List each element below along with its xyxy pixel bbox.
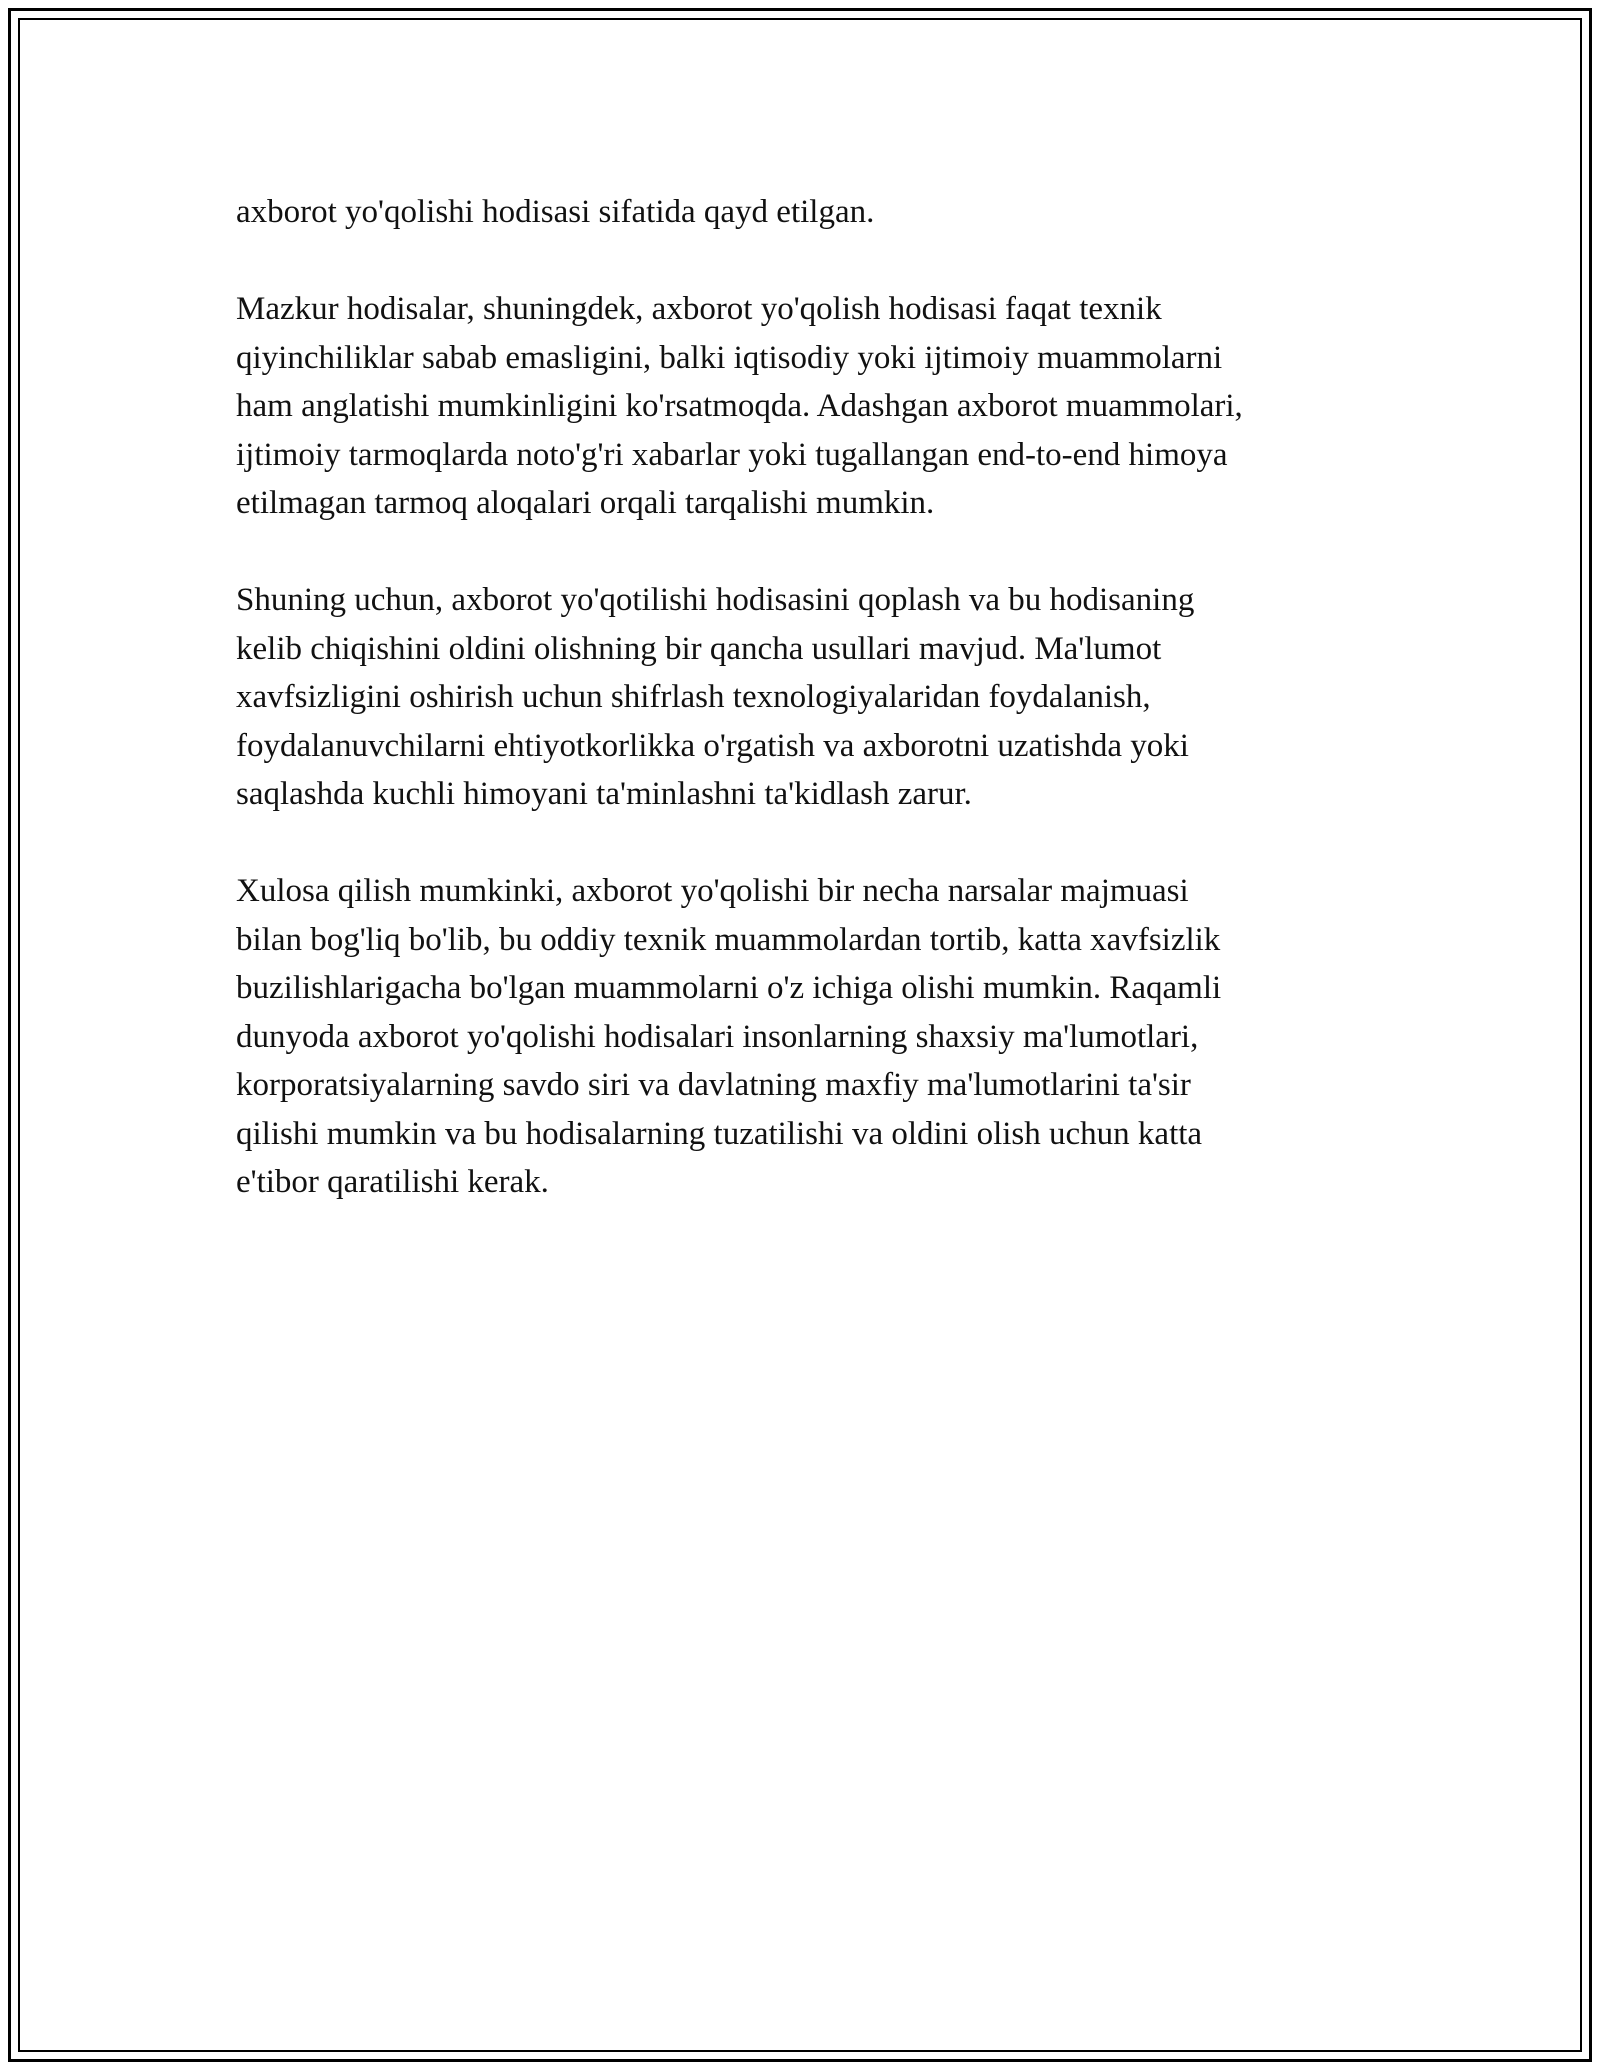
text-line: axborot yo'qolishi hodisasi sifatida qayd etilgan. xyxy=(236,194,875,230)
text-line: saqlashda kuchli himoyani ta'minlashni ta'kidlash zarur. xyxy=(236,776,972,812)
paragraph-1 xyxy=(236,188,1366,237)
document-body xyxy=(236,188,1366,1255)
text-line: e'tibor qaratilishi kerak. xyxy=(236,1164,549,1200)
text-line: etilmagan tarmoq aloqalari orqali tarqalishi mumkin. xyxy=(236,485,935,521)
text-line: dunyoda axborot yo'qolishi hodisalari insonlarning shaxsiy ma'lumotlari, xyxy=(236,1018,1199,1055)
text-line: xavfsizligini oshirish uchun shifrlash texnologiyalaridan foydalanish, xyxy=(236,679,1151,715)
paragraph-3 xyxy=(236,576,1366,819)
text-line: qiyinchiliklar sabab emasligini, balki iqtisodiy yoki ijtimoiy muammolarni xyxy=(236,339,1223,376)
text-line: ham anglatishi mumkinligini ko'rsatmoqda. Adashgan axborot muammolari, xyxy=(236,388,1243,424)
text-line: bilan bog'liq bo'lib, bu oddiy texnik muammolardan tortib, katta xavfsizlik xyxy=(236,921,1221,958)
paragraph-4 xyxy=(236,867,1366,1207)
text-line: qilishi mumkin va bu hodisalarning tuzatilishi va oldini olish uchun katta xyxy=(236,1115,1203,1152)
text-line: korporatsiyalarning savdo siri va davlatning maxfiy ma'lumotlarini ta'sir xyxy=(236,1067,1191,1103)
text-line: Xulosa qilish mumkinki, axborot yo'qolishi bir necha narsalar majmuasi xyxy=(236,873,1189,909)
text-line: Mazkur hodisalar, shuningdek, axborot yo'qolish hodisasi faqat texnik xyxy=(236,291,1162,327)
text-line: foydalanuvchilarni ehtiyotkorlikka o'rgatish va axborotni uzatishda yoki xyxy=(236,727,1189,764)
paragraph-2 xyxy=(236,285,1366,528)
text-line: buzilishlarigacha bo'lgan muammolarni o'z ichiga olishi mumkin. Raqamli xyxy=(236,970,1222,1006)
text-line: ijtimoiy tarmoqlarda noto'g'ri xabarlar yoki tugallangan end-to-end himoya xyxy=(236,436,1228,473)
text-line: Shuning uchun, axborot yo'qotilishi hodisasini qoplash va bu hodisaning xyxy=(236,582,1195,618)
text-line: kelib chiqishini oldini olishning bir qancha usullari mavjud. Ma'lumot xyxy=(236,630,1162,667)
